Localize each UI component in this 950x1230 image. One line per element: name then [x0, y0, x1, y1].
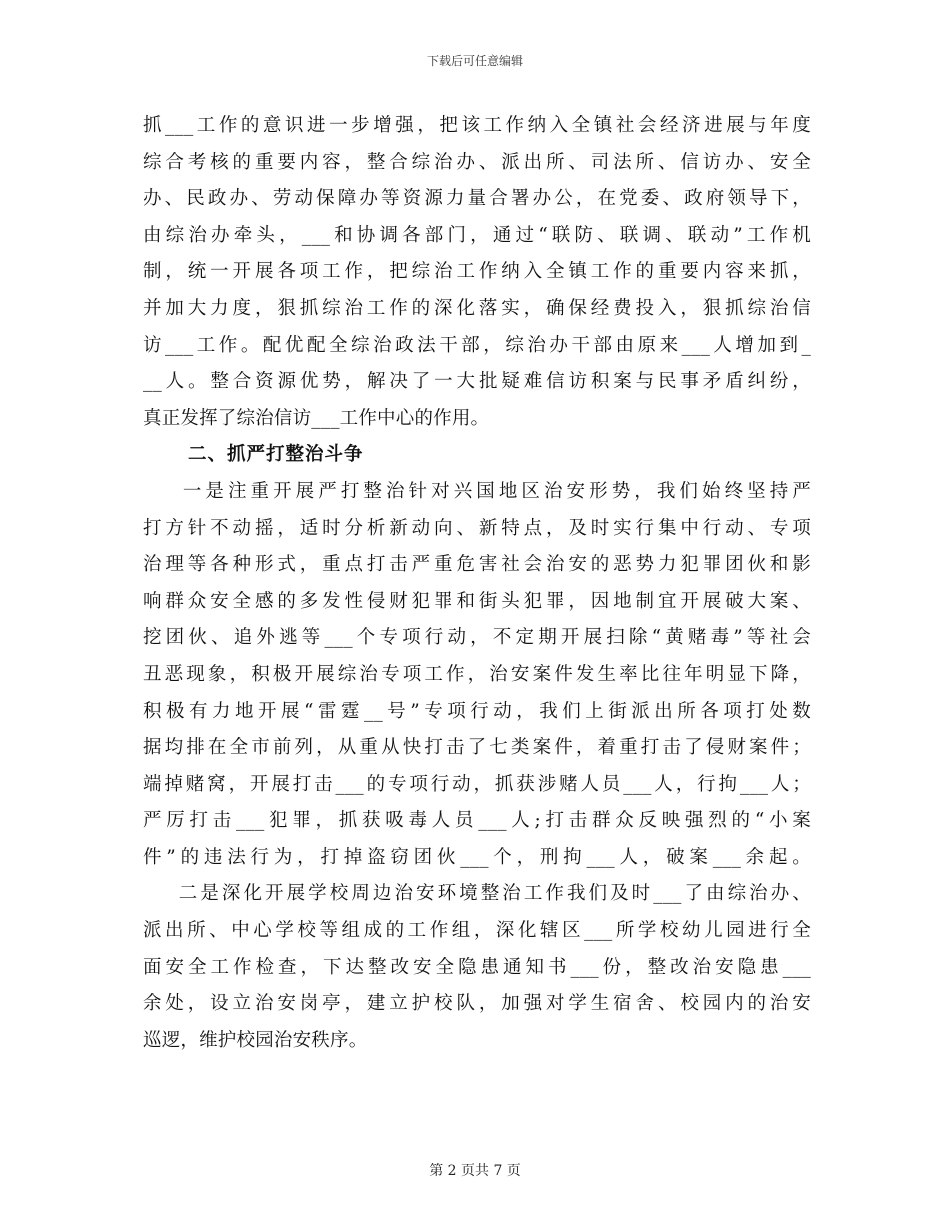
- text-line: 件”的违法行为，打掉盗窃团伙___个，刑拘___人，破案___余起。: [143, 846, 811, 868]
- text-line: 面安全工作检查，下达整改安全隐患通知书___份，整改治安隐患___: [143, 956, 811, 978]
- section-heading: 二、抓严打整治斗争: [188, 444, 364, 466]
- text-line: 据均排在全市前列，从重从快打击了七类案件，着重打击了侵财案件；: [143, 737, 811, 759]
- paragraph-2: [143, 474, 811, 877]
- text-line: 巡逻，维护校园治安秩序。: [143, 1029, 368, 1051]
- text-line: 丑恶现象，积极开展综治专项工作，治安案件发生率比往年明显下降，: [143, 663, 811, 685]
- text-line: 制，统一开展各项工作，把综治工作纳入全镇工作的重要内容来抓，: [143, 261, 811, 283]
- text-line: 严厉打击___犯罪，抓获吸毒人员___人;打击群众反映强烈的“小案: [143, 810, 811, 832]
- page-header: 下载后可任意编辑: [426, 54, 523, 68]
- text-line: 真正发挥了综治信访___工作中心的作用。: [143, 407, 490, 429]
- text-line: 办、民政办、劳动保障办等资源力量合署办公，在党委、政府领导下，: [143, 188, 811, 210]
- text-line: 一是注重开展严打整治针对兴国地区治安形势，我们始终坚持严: [143, 480, 811, 502]
- text-line: 治理等各种形式，重点打击严重危害社会治安的恶势力犯罪团伙和影: [143, 554, 811, 576]
- paragraph-3: [143, 876, 811, 1059]
- text-line: 并加大力度，狠抓综治工作的深化落实，确保经费投入，狠抓综治信: [143, 297, 811, 319]
- text-line: 二是深化开展学校周边治安环境整治工作我们及时___了由综治办、: [143, 883, 811, 905]
- page-footer: 第 2 页共 7 页: [429, 1163, 521, 1179]
- text-line: 挖团伙、追外逃等___个专项行动，不定期开展扫除“黄赌毒”等社会: [143, 627, 811, 649]
- text-line: 访___工作。配优配全综治政法干部，综治办干部由原来___人增加到_: [143, 334, 811, 356]
- text-line: 抓___工作的意识进一步增强，把该工作纳入全镇社会经济进展与年度: [143, 115, 811, 136]
- text-line: 综合考核的重要内容，整合综治办、派出所、司法所、信访办、安全: [143, 151, 811, 173]
- text-line: __人。整合资源优势，解决了一大批疑难信访积案与民事矛盾纠纷，: [143, 371, 811, 393]
- text-line: 响群众安全感的多发性侵财犯罪和街头犯罪，因地制宜开展破大案、: [143, 590, 811, 612]
- text-line: 打方针不动摇，适时分析新动向、新特点，及时实行集中行动、专项: [143, 517, 811, 539]
- text-line: 积极有力地开展“雷霆__号”专项行动，我们上街派出所各项打处数: [143, 700, 811, 722]
- text-line: 端掉赌窝，开展打击___的专项行动，抓获涉赌人员___人，行拘___人；: [143, 773, 811, 795]
- document-body: [143, 108, 811, 1059]
- text-line: 余处，设立治安岗亭，建立护校队，加强对学生宿舍、校园内的治安: [143, 993, 811, 1015]
- paragraph-1: [143, 108, 811, 437]
- text-line: 派出所、中心学校等组成的工作组，深化辖区___所学校幼儿园进行全: [143, 920, 811, 942]
- text-line: 由综治办牵头，___和协调各部门，通过“联防、联调、联动”工作机: [143, 224, 811, 246]
